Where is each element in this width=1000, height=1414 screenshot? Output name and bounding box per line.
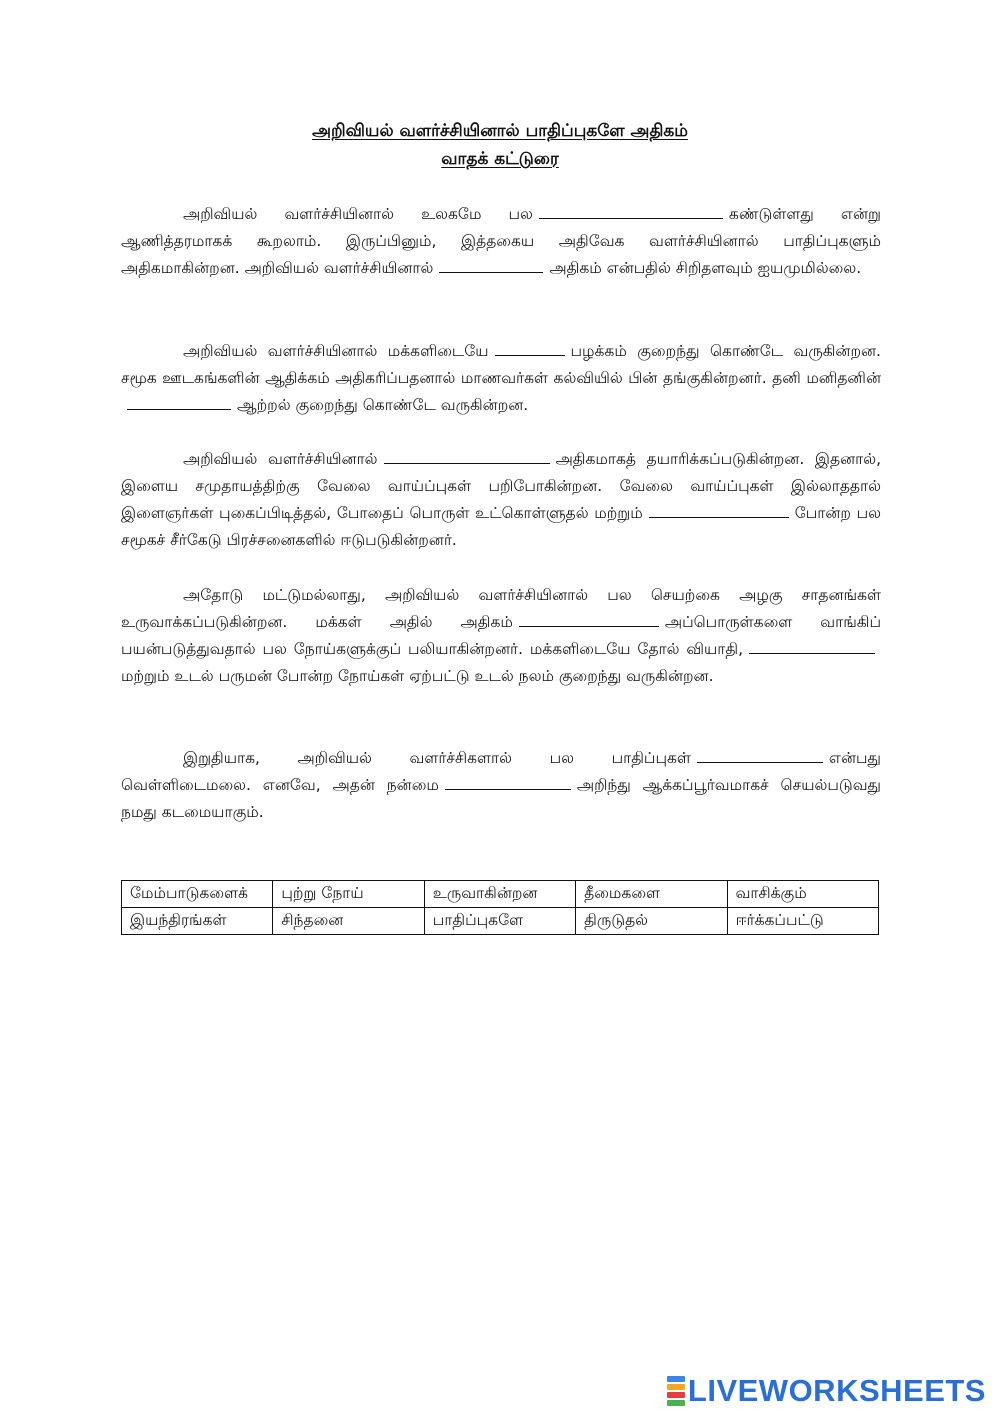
word-bank-cell: உருவாகின்றன	[424, 881, 575, 908]
word-bank-cell: புற்று நோய்	[273, 881, 424, 908]
brand-name: LIVEWORKSHEETS	[687, 1373, 986, 1408]
answer-blank-6[interactable]	[649, 503, 789, 518]
paragraph-4	[121, 582, 881, 690]
paragraph-2	[121, 338, 881, 419]
word-bank-row	[122, 908, 879, 935]
answer-blank-2[interactable]	[439, 258, 543, 273]
word-bank-cell: வாசிக்கும்	[727, 881, 878, 908]
word-bank-cell: திருடுதல்	[576, 908, 727, 935]
paragraph-text: பழக்கம் குறைந்து கொண்டே வருகின்றன. சமூக ஊடகங்களின் ஆதிக்கம் அதிகரிப்பதனால் மாணவர்கள் கல்வியில் பின் தங்குகின்றனர். தனி மனிதனின்	[121, 342, 881, 387]
paragraph-text: அறிந்து ஆக்கப்பூர்வமாகச் செயல்படுவது நமது கடமையாகும்.	[121, 776, 881, 821]
liveworksheets-logo-icon	[667, 1376, 685, 1406]
liveworksheets-logo[interactable]	[667, 1373, 986, 1409]
word-bank-row	[122, 881, 879, 908]
answer-blank-8[interactable]	[749, 639, 875, 654]
answer-blank-4[interactable]	[127, 395, 231, 410]
answer-blank-1[interactable]	[539, 204, 723, 219]
paragraph-3	[121, 446, 881, 554]
answer-blank-3[interactable]	[495, 341, 565, 356]
word-bank-table	[121, 880, 879, 935]
word-bank-cell: மேம்பாடுகளைக்	[122, 881, 273, 908]
word-bank-cell: தீமைகளை	[576, 881, 727, 908]
answer-blank-9[interactable]	[697, 748, 823, 763]
paragraph-text: கண்டுள்ளது என்று ஆணித்தரமாகக் கூறலாம். இருப்பினும், இத்தகைய அதிவேக வளர்ச்சியினால் பாதிப்புகளும் அதிகமாகின்றன. அறிவியல் வளர்ச்சியினால்	[121, 205, 881, 277]
worksheet-title: அறிவியல் வளர்ச்சியினால் பாதிப்புகளே அதிகம்	[312, 121, 688, 141]
paragraph-5	[121, 745, 881, 826]
paragraph-1	[121, 201, 881, 282]
word-bank-cell: பாதிப்புகளே	[424, 908, 575, 935]
paragraph-text: மற்றும் உடல் பருமன் போன்ற நோய்கள் ஏற்பட்டு உடல் நலம் குறைந்து வருகின்றன.	[121, 667, 714, 685]
answer-blank-10[interactable]	[445, 775, 571, 790]
paragraph-text: அதோடு மட்டுமல்லாது, அறிவியல் வளர்ச்சியினால் பல செயற்கை அழகு சாதனங்கள் உருவாக்கப்படுகின்றன. மக்கள் அதில் அதிகம்	[121, 586, 881, 631]
word-bank-cell: சிந்தனை	[273, 908, 424, 935]
word-bank-cell: இயந்திரங்கள்	[122, 908, 273, 935]
paragraph-text: ஆற்றல் குறைந்து கொண்டே வருகின்றன.	[237, 396, 529, 414]
paragraph-text: அப்பொருள்களை வாங்கிப் பயன்படுத்துவதால் பல நோய்களுக்குப் பலியாகின்றனர். மக்களிடையே தோல் வியாதி,	[121, 613, 881, 658]
paragraph-text: அறிவியல் வளர்ச்சியினால்	[183, 450, 378, 468]
paragraph-text: என்பது வெள்ளிடைமலை. எனவே, அதன் நன்மை	[121, 749, 881, 794]
paragraph-text: அதிகமாகத் தயாரிக்கப்படுகின்றன. இதனால், இளைய சமுதாயத்திற்கு வேலை வாய்ப்புகள் பறிபோகின்றன. வேலை வாய்ப்புகள் இல்லாததால் இளைஞர்கள் புகைப்பிடித்தல், போதைப் பொருள் உட்கொள்ளுதல் மற்றும்	[121, 450, 882, 522]
paragraph-text: போன்ற பல சமூகச் சீர்கேடு பிரச்சனைகளில் ஈடுபடுகின்றனர்.	[121, 504, 881, 549]
worksheet-subtitle: வாதக் கட்டுரை	[441, 149, 559, 169]
paragraph-text: அறிவியல் வளர்ச்சியினால் மக்களிடையே	[183, 342, 489, 360]
word-bank-cell: ஈர்க்கப்பட்டு	[727, 908, 878, 935]
paragraph-text: இறுதியாக, அறிவியல் வளர்ச்சிகளால் பல பாதிப்புகள்	[183, 749, 691, 767]
paragraph-text: அதிகம் என்பதில் சிறிதளவும் ஐயமுமில்லை.	[549, 259, 862, 277]
paragraph-text: அறிவியல் வளர்ச்சியினால் உலகமே பல	[183, 205, 533, 223]
answer-blank-7[interactable]	[519, 612, 659, 627]
answer-blank-5[interactable]	[384, 449, 550, 464]
